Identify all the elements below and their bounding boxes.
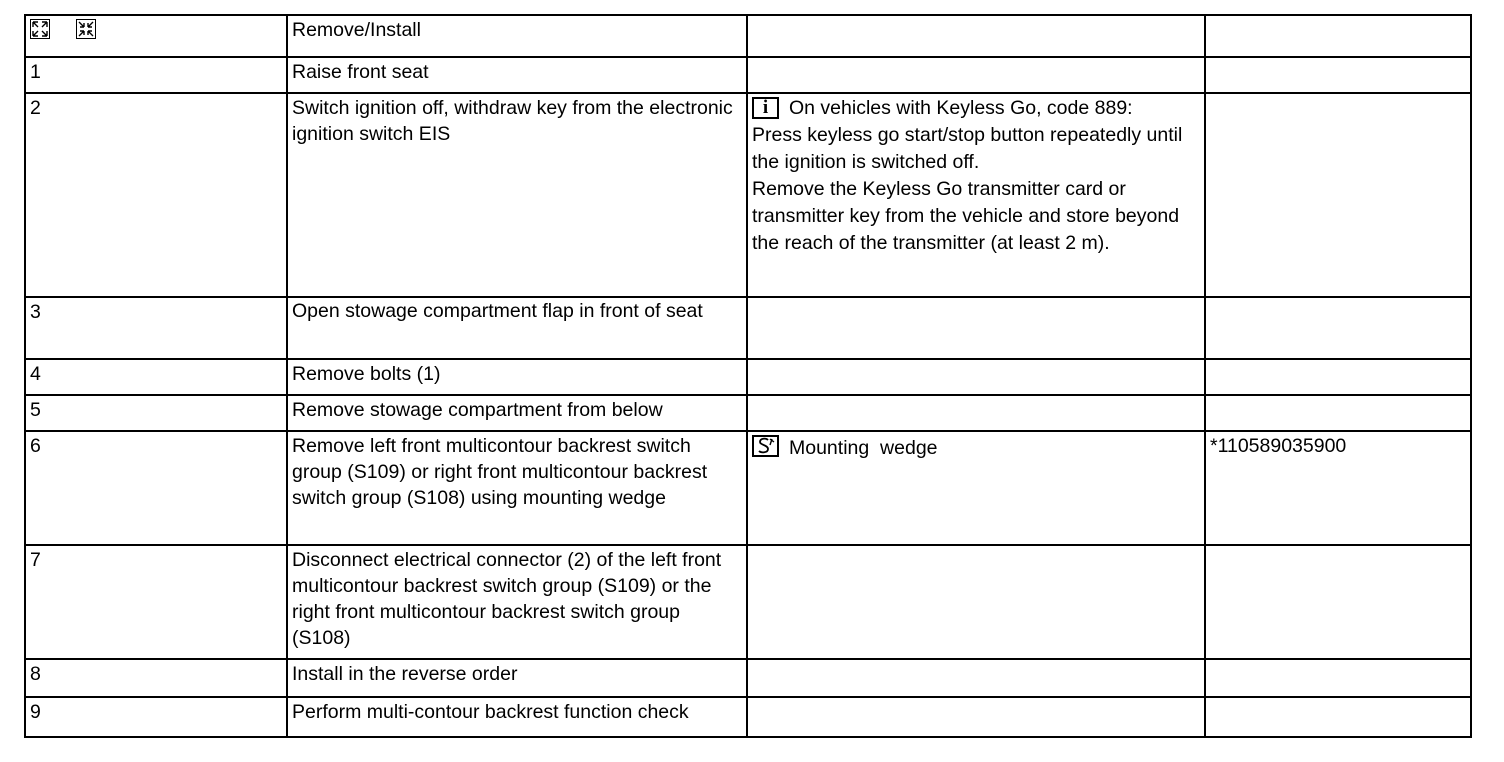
step-number: 2 [25,93,287,297]
table-row [25,697,1471,737]
step-action: Switch ignition off, withdraw key from the electronic ignition switch EIS [287,93,747,297]
note-line-3: Remove the Keyless Go transmitter card or transmitter key from the vehicle and store beyond the reach of the transmitter (at least 2 m). [752,178,1180,254]
note-line-1: i On vehicles with Keyless Go, code 889: [752,95,1200,122]
part-number: *110589035900 [1205,431,1471,545]
step-number: 5 [25,395,287,431]
step-note [747,93,1205,297]
note-line-2: Press keyless go start/stop button repeatedly until the ignition is switched off. [752,124,1183,173]
step-part [1205,359,1471,395]
step-action: Remove stowage compartment from below [287,395,747,431]
header-note-cell [747,15,1205,57]
step-part [1205,659,1471,697]
header-title: Remove/Install [287,15,747,57]
step-action: Raise front seat [287,57,747,93]
header-icons-cell [25,15,287,57]
table-row [25,395,1471,431]
step-number: 8 [25,659,287,697]
step-note [747,431,1205,545]
step-note [747,697,1205,737]
table-row [25,545,1471,659]
step-number: 3 [25,297,287,359]
table-row [25,297,1471,359]
step-action: Perform multi-contour backrest function check [287,697,747,737]
step-note [747,297,1205,359]
table-row [25,431,1471,545]
step-part [1205,545,1471,659]
step-number: 4 [25,359,287,395]
step-action: Install in the reverse order [287,659,747,697]
special-tool-icon [752,435,779,457]
step-part [1205,395,1471,431]
collapse-icon[interactable] [76,19,96,39]
header-row [25,15,1471,57]
step-part [1205,297,1471,359]
step-note [747,545,1205,659]
procedure-table [24,14,1472,738]
step-action: Open stowage compartment flap in front of seat [287,297,747,359]
expand-icon[interactable] [30,19,50,39]
step-action: Disconnect electrical connector (2) of the left front multicontour backrest switch group (S109) or the right front multicontour backrest switch group (S108) [287,545,747,659]
step-number: 7 [25,545,287,659]
step-number: 1 [25,57,287,93]
step-number: 9 [25,697,287,737]
tool-name: Mounting wedge [789,437,938,459]
info-icon: i [752,97,779,119]
step-part [1205,57,1471,93]
step-part [1205,93,1471,297]
step-note [747,359,1205,395]
table-row [25,93,1471,297]
table-row [25,659,1471,697]
table-row [25,359,1471,395]
table-row [25,57,1471,93]
step-action: Remove left front multicontour backrest switch group (S109) or right front multicontour backrest switch group (S108) using mounting wedge [287,431,747,545]
step-number: 6 [25,431,287,545]
step-note [747,659,1205,697]
step-note [747,57,1205,93]
step-note [747,395,1205,431]
header-part-cell [1205,15,1471,57]
step-action: Remove bolts (1) [287,359,747,395]
step-part [1205,697,1471,737]
